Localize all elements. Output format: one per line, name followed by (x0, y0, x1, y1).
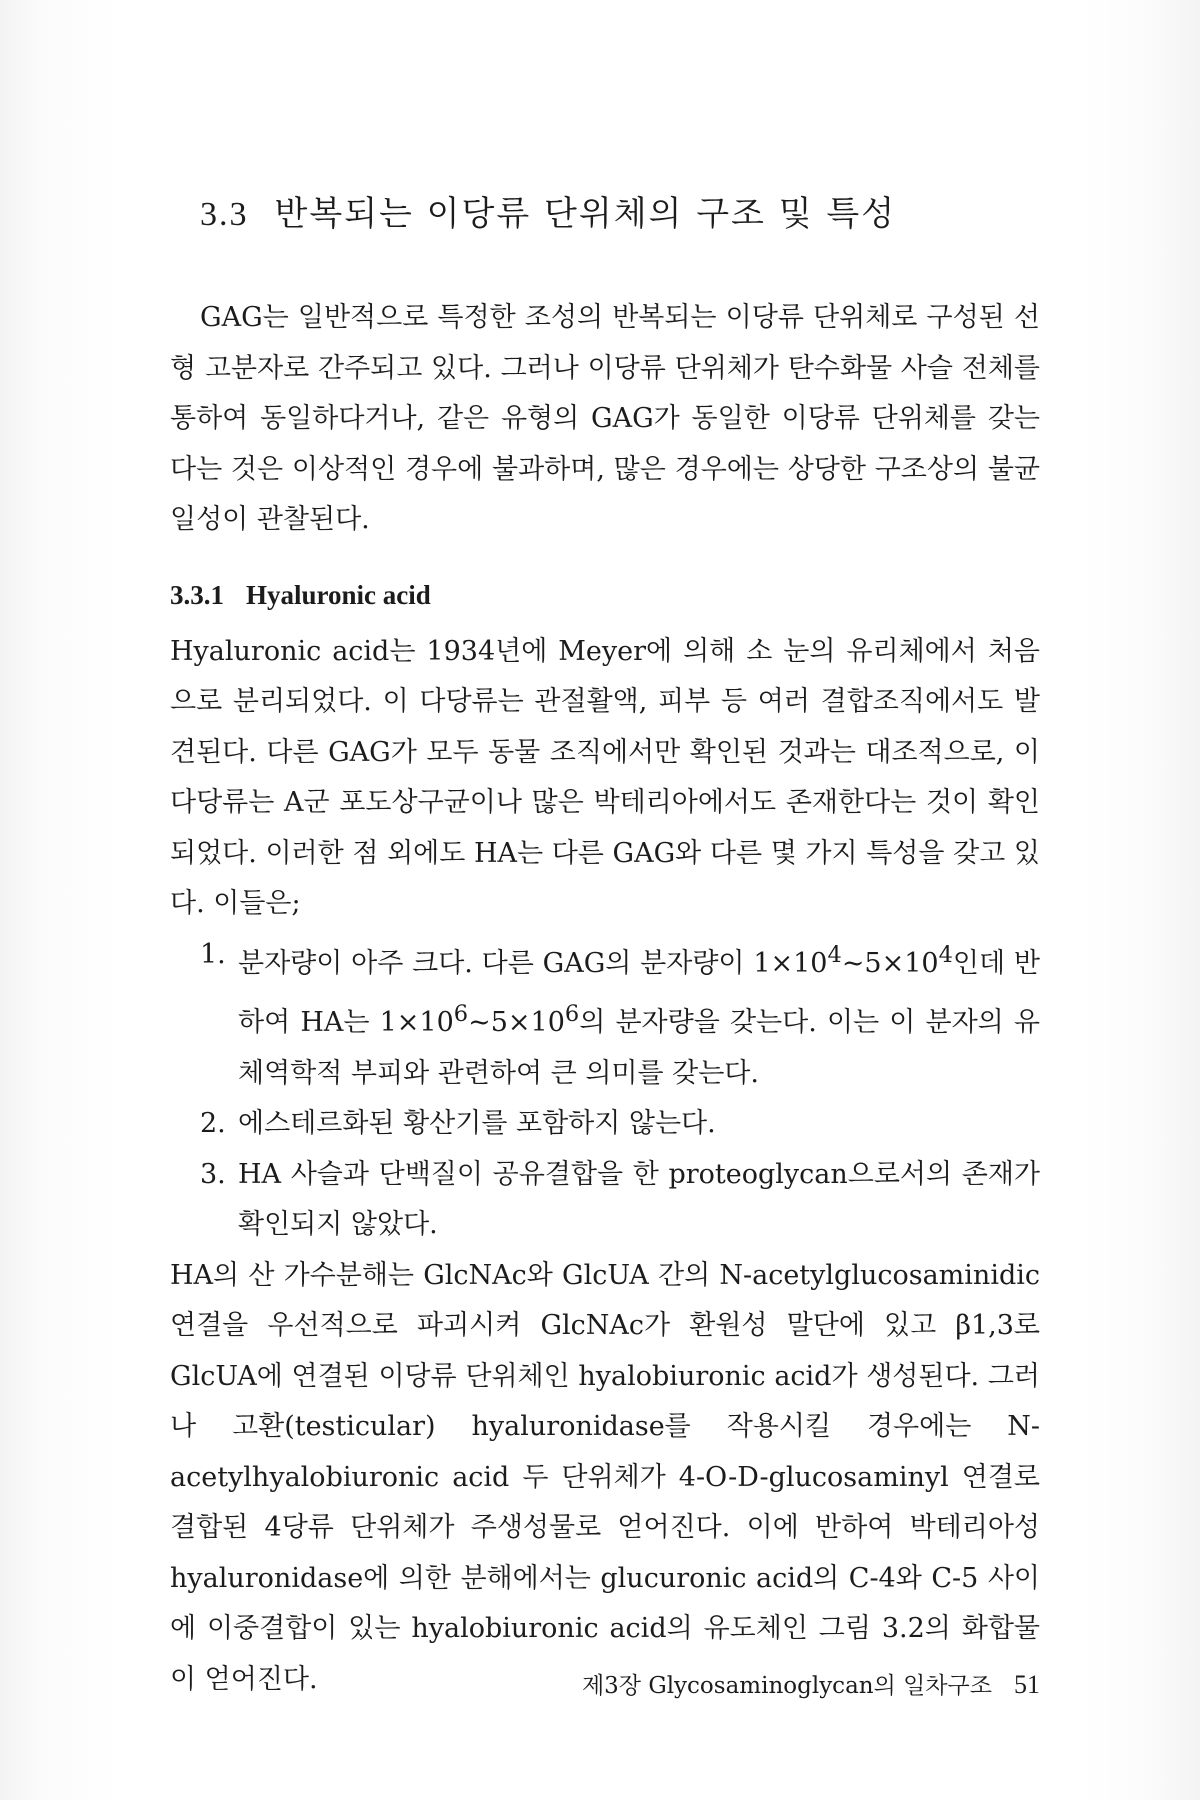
property-marker: 2. (200, 1108, 226, 1139)
hyaluronic-acid-paragraph: Hyaluronic acid는 1934년에 Meyer에 의해 소 눈의 유리체에서 처음으로 분리되었다. 이 다당류는 관절활액, 피부 등 여러 결합조직에서도 발견된다. 다른 GAG가 모두 동물 조직에서만 확인된 것과는 대조적으로, 이 다당류는 A군 포도상구균이나 많은 박테리아에서도 존재한다는 것이 확인되었다. 이러한 점 외에도 HA는 다른 GAG와 다른 몇 가지 특성을 갖고 있다. 이들은; (170, 635, 1040, 919)
property-text: ~5×10 (841, 947, 939, 979)
page-number: 51 (1014, 1670, 1040, 1699)
running-head: 제3장 Glycosaminoglycan의 일차구조 (581, 1673, 992, 1699)
property-text: 인데 반하여 HA는 1×10 (238, 947, 1040, 1038)
property-text: ~5×10 (468, 1007, 565, 1038)
property-text: HA 사슬과 단백질이 공유결합을 한 proteoglycan으로서의 존재가 확인되지 않았다. (238, 1158, 1040, 1240)
property-item (170, 1099, 1040, 1150)
page-content (170, 190, 1040, 1705)
section-title: 반복되는 이당류 단위체의 구조 및 특성 (274, 194, 897, 234)
property-item (170, 1150, 1040, 1251)
property-marker: 1. (200, 938, 226, 970)
hydrolysis-paragraph: HA의 산 가수분해는 GlcNAc와 GlcUA 간의 N-acetylglucosaminidic 연결을 우선적으로 파괴시켜 GlcNAc가 환원성 말단에 있고 β1,3로 GlcUA에 연결된 이당류 단위체인 hyalobiuronic acid가 생성된다. 그러나 고환(testicular) hyaluronidase를 작용시킬 경우에는 N-acetylhyalobiuronic acid 두 단위체가 4-O-D-glucosaminyl 연결로 결합된 4당류 단위체가 주생성물로 얻어진다. 이에 반하여 박테리아성 hyaluronidase에 의한 분해에서는 glucuronic acid의 C-4와 C-5 사이에 이중결합이 있는 hyalobiuronic acid의 유도체인 그림 3.2의 화합물이 얻어진다. (170, 1259, 1040, 1695)
section-heading (200, 190, 1040, 239)
page-footer (470, 1668, 1040, 1703)
property-list (170, 930, 1040, 1251)
exponent: 6 (453, 1001, 469, 1027)
subsection-number: 3.3.1 (170, 579, 224, 610)
exponent: 4 (938, 941, 953, 968)
exponent: 4 (827, 941, 842, 968)
subsection-title: Hyaluronic acid (246, 579, 431, 610)
section-number: 3.3 (200, 196, 249, 233)
property-text: 분자량이 아주 크다. 다른 GAG의 분자량이 1×10 (238, 947, 828, 979)
property-item (170, 930, 1040, 1100)
subsection-heading (170, 570, 1040, 621)
exponent: 6 (564, 1001, 580, 1027)
property-text: 의 분자량을 갖는다. 이는 이 분자의 유체역학적 부피와 관련하여 큰 의미를 갖는다. (238, 1007, 1040, 1089)
property-marker: 3. (200, 1158, 226, 1190)
intro-paragraph: GAG는 일반적으로 특정한 조성의 반복되는 이당류 단위체로 구성된 선형 고분자로 간주되고 있다. 그러나 이당류 단위체가 탄수화물 사슬 전체를 통하여 동일하다거나, 같은 유형의 GAG가 동일한 이당류 단위체를 갖는다는 것은 이상적인 경우에 불과하며, 많은 경우에는 상당한 구조상의 불균일성이 관찰된다. (170, 302, 1040, 535)
property-text: 에스테르화된 황산기를 포함하지 않는다. (238, 1108, 716, 1139)
